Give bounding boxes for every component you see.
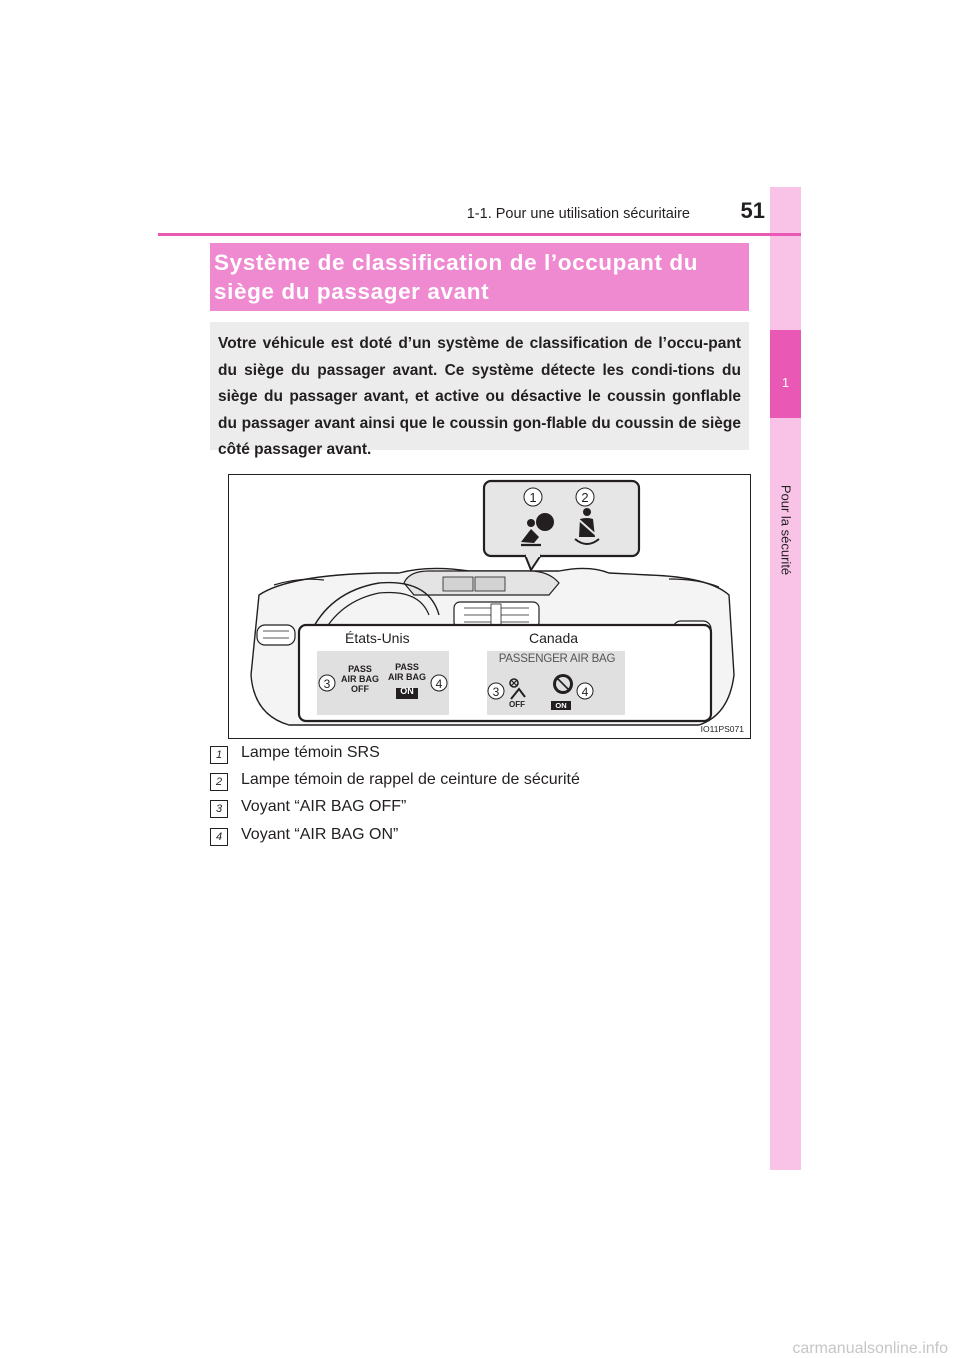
figure-num-3-us: 3 <box>323 677 331 691</box>
legend-text-3: Voyant “AIR BAG OFF” <box>241 798 407 815</box>
section-title-line-2: siège du passager avant <box>214 279 490 304</box>
figure-callout-2: 2 <box>581 490 589 505</box>
header-rule <box>158 233 801 236</box>
dashboard-figure <box>228 474 751 739</box>
legend-text-4: Voyant “AIR BAG ON” <box>241 826 399 843</box>
figure-canada-label: Canada <box>529 630 579 646</box>
legend-text-1: Lampe témoin SRS <box>241 744 380 761</box>
passenger-airbag-on-icon <box>553 674 573 694</box>
intro-text: Votre véhicule est doté d’un système de classification de l’occu-pant du siège du passager avant. Ce système détecte les condi-tions du siège du passager avant, et active ou désactive le coussin gonflable du passager avant ainsi que le coussin gon-flable du coussin de siège côté passager avant. <box>218 335 741 458</box>
running-header: 1-1. Pour une utilisation sécuritaire <box>466 206 690 222</box>
legend-num-3: 3 <box>210 800 228 818</box>
legend-num-2: 2 <box>210 773 228 791</box>
canada-on-label: ON <box>555 701 567 710</box>
figure-num-4-ca: 4 <box>581 685 589 699</box>
section-title-line-1: Système de classification de l’occupant du <box>214 250 699 275</box>
figure-us-label: États-Unis <box>345 630 410 646</box>
legend-num-1: 1 <box>210 746 228 764</box>
chapter-marker <box>770 330 801 418</box>
figure-callout-1: 1 <box>529 490 537 505</box>
figure-num-4-us: 4 <box>435 677 443 691</box>
canada-off-label: OFF <box>509 700 525 709</box>
chapter-number: 1 <box>781 375 790 390</box>
footer-watermark: carmanualsonline.info <box>792 1340 948 1357</box>
figure-num-3-ca: 3 <box>492 685 500 699</box>
chapter-label: Pour la sécurité <box>778 484 794 576</box>
section-title <box>214 248 746 306</box>
legend-text-2: Lampe témoin de rappel de ceinture de sécurité <box>241 771 580 788</box>
figure-id: IO11PS071 <box>700 724 744 734</box>
us-airbag-on-indicator: PASS AIR BAG ON <box>388 662 426 696</box>
canada-passenger-airbag-header: PASSENGER AIR BAG <box>498 653 616 665</box>
page-number: 51 <box>740 198 765 223</box>
us-airbag-off-indicator: PASS AIR BAG OFF <box>341 664 379 694</box>
legend-num-4: 4 <box>210 828 228 846</box>
